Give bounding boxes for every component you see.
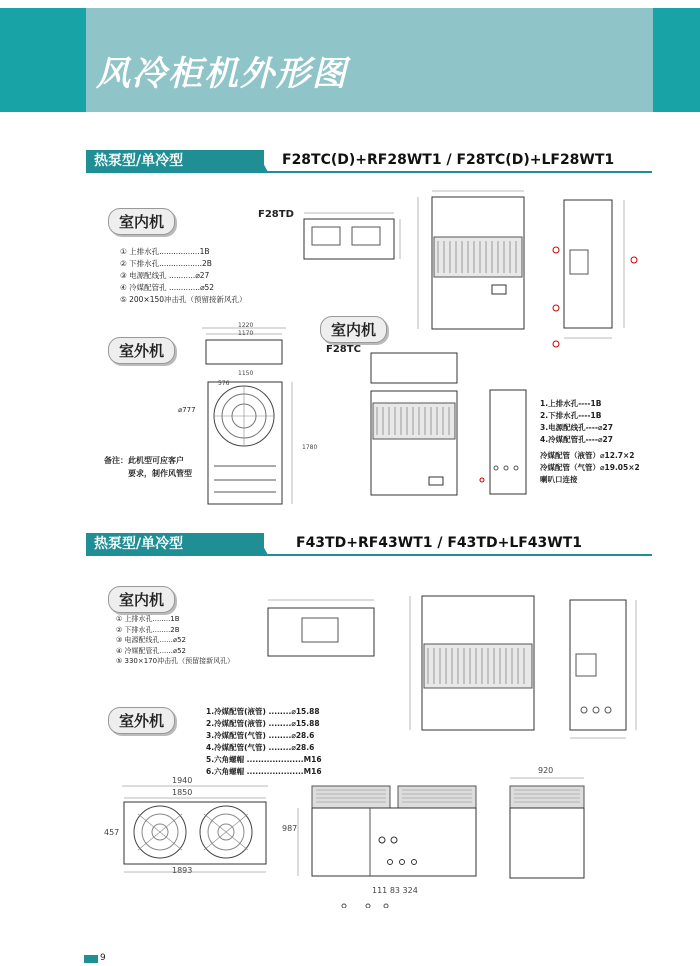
section1-bar-tail: [248, 150, 268, 172]
legend-item: ③ 电源配线孔 ...........⌀27: [120, 271, 210, 280]
page-title: 风冷柜机外形图: [96, 54, 348, 94]
pipe-item: 喇叭口连接: [540, 475, 578, 484]
section1-indoor-label-2: 室内机: [320, 316, 387, 343]
section1-model-b: F28TC: [326, 344, 361, 355]
legend-item: ③ 电源配线孔......⌀52: [116, 636, 186, 644]
section2-type-label: 热泵型/单冷型: [86, 533, 264, 555]
dim-bottom: 111 83 324: [372, 886, 418, 895]
remark-line: 备注：此机型可应客户: [104, 456, 184, 465]
dim-1220: 1220: [238, 322, 254, 329]
section1-legend-b: [540, 398, 613, 446]
section2-indoor-label: 室内机: [108, 586, 175, 613]
pipe-item: 冷媒配管（液管）⌀12.7×2: [540, 451, 635, 460]
section1-model-a: F28TD: [258, 209, 294, 220]
header-accent-right: [653, 8, 700, 112]
s2-outdoor-top-drawing: [108, 784, 278, 884]
pipe-item: 3.冷媒配管(气管) ........⌀28.6: [206, 731, 315, 740]
section1-underline: [86, 171, 652, 173]
f28tc-side-drawing: [476, 384, 546, 504]
legend-item: ① 上排水孔........1B: [116, 615, 180, 623]
section2-bar-tail: [248, 533, 268, 555]
legend-b-item: 3.电源配线孔----⌀27: [540, 423, 613, 432]
dim-457: 457: [104, 828, 120, 837]
pipe-item: 冷媒配管（气管）⌀19.05×2: [540, 463, 640, 472]
dim-987: 987: [282, 824, 298, 833]
indoor-top-view-drawing: [300, 205, 410, 265]
remark-line: 要求，制作风管型: [128, 469, 192, 478]
section2-underline: [86, 554, 652, 556]
section1-indoor-label: 室内机: [108, 208, 175, 235]
legend-b-item: 2.下排水孔----1B: [540, 411, 602, 420]
dim-1850: 1850: [172, 788, 193, 797]
dim-777: ⌀777: [178, 406, 196, 414]
legend-item: ⑤ 200×150冲击孔（预留接新风孔）: [120, 295, 247, 304]
legend-b-item: 4.冷媒配管孔----⌀27: [540, 435, 613, 444]
f28tc-front-drawing: [365, 345, 465, 505]
s2-side-view-drawing: [556, 590, 646, 750]
legend-item: ⑤ 330×170冲击孔（预留接新风孔）: [116, 657, 235, 665]
legend-item: ② 下排水孔........2B: [116, 625, 180, 634]
pipe-item: 6.六角螺帽 ....................M16: [206, 767, 322, 776]
section2-outdoor-label: 室外机: [108, 707, 175, 734]
s2-top-view-drawing: [262, 594, 382, 664]
section2-model: F43TD+RF43WT1 / F43TD+LF43WT1: [296, 535, 583, 551]
section1-remark: [104, 454, 192, 480]
dim-1170: 1170: [238, 330, 254, 337]
header-accent-left: [0, 8, 86, 112]
legend-item: ① 上排水孔.................1B: [120, 247, 210, 256]
pipe-item: 2.冷媒配管(液管) ........⌀15.88: [206, 719, 320, 728]
indoor-front-view-drawing: [410, 185, 540, 335]
dim-1940: 1940: [172, 776, 193, 785]
indoor-side-view-drawing: [548, 190, 658, 350]
dim-1893: 1893: [172, 866, 193, 875]
pipe-item: 1.冷媒配管(液管) ........⌀15.88: [206, 707, 320, 716]
legend-item: ② 下排水孔..................2B: [120, 259, 212, 268]
section1-pipes: [540, 450, 640, 486]
section1-outdoor-label: 室外机: [108, 337, 175, 364]
legend-b-item: 1.上排水孔----1B: [540, 399, 602, 408]
section1-model: F28TC(D)+RF28WT1 / F28TC(D)+LF28WT1: [282, 152, 615, 168]
outdoor-front-view-drawing: [172, 368, 312, 508]
section2-pipes: [206, 706, 322, 778]
pipe-item: 4.冷媒配管(气管) ........⌀28.6: [206, 743, 315, 752]
s2-front-view-drawing: [404, 586, 544, 736]
legend-item: ④ 冷媒配管孔......⌀52: [116, 646, 186, 655]
section1-legend: [120, 246, 247, 306]
section1-type-label: 热泵型/单冷型: [86, 150, 264, 172]
legend-item: ④ 冷媒配管孔 .............⌀52: [120, 283, 215, 292]
dim-576: 576: [218, 380, 230, 387]
s2-outdoor-side-drawing: [502, 774, 592, 884]
pipe-item: 5.六角螺帽 ....................M16: [206, 755, 322, 764]
dim-1780: 1780: [302, 444, 318, 451]
page-number-marker: [84, 955, 98, 963]
dim-1150: 1150: [238, 370, 254, 377]
dim-920: 920: [538, 766, 554, 775]
page-number: 9: [100, 953, 106, 963]
section2-legend: [116, 614, 234, 667]
